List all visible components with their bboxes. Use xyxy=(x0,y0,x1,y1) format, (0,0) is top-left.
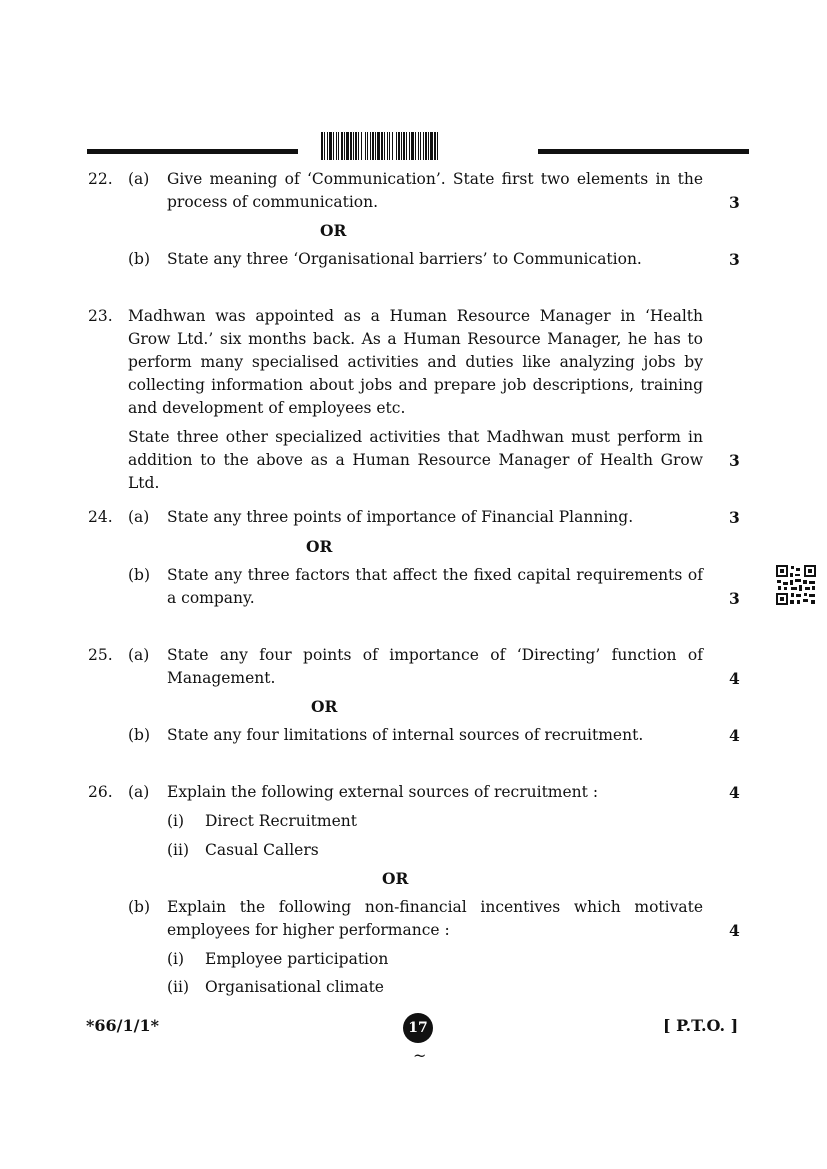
marks: 4 xyxy=(729,921,740,940)
sub-item-label: (i) xyxy=(167,950,185,968)
or-separator: OR xyxy=(306,537,333,556)
question-text: Madhwan was appointed as a Human Resource Manager in ‘Health Grow Ltd.’ six months back. As a Human Resource Manager, he has to perform many specialised activities and duties like analyzing jobs by collecting information about jobs and prepare job descriptions, training and development of employees etc. xyxy=(128,307,703,417)
marks: 3 xyxy=(729,508,740,527)
marks: 4 xyxy=(729,669,740,688)
question-text: State any three factors that affect the fixed capital requirements of a company. xyxy=(167,566,703,607)
sub-item-text: Employee participation xyxy=(205,950,389,968)
question-number: 24. xyxy=(88,508,113,526)
sub-item-text: Direct Recruitment xyxy=(205,812,357,830)
question-text: State any three ‘Organisational barriers’ to Communication. xyxy=(167,250,642,268)
question-number: 26. xyxy=(88,783,113,801)
option-label: (b) xyxy=(128,898,151,916)
question-text: State three other specialized activities that Madhwan must perform in addition to the above as a Human Resource Manager of Health Grow Ltd. xyxy=(128,428,703,492)
marks: 3 xyxy=(729,250,740,269)
sub-item-text: Organisational climate xyxy=(205,978,384,996)
question-text: Explain the following non-financial incentives which motivate employees for higher performance : xyxy=(167,898,703,939)
option-label: (a) xyxy=(128,646,150,664)
barcode-bar xyxy=(438,132,440,160)
marks: 4 xyxy=(729,783,740,802)
sub-item-label: (ii) xyxy=(167,841,190,859)
or-separator: OR xyxy=(382,869,409,888)
question-text: State any four limitations of internal sources of recruitment. xyxy=(167,726,644,744)
barcode-icon xyxy=(321,132,507,160)
option-label: (a) xyxy=(128,170,150,188)
sub-item-label: (i) xyxy=(167,812,185,830)
question-text: State any four points of importance of ‘Directing’ function of Management. xyxy=(167,646,703,687)
or-separator: OR xyxy=(320,221,347,240)
or-separator: OR xyxy=(311,697,338,716)
question-text: State any three points of importance of Financial Planning. xyxy=(167,508,634,526)
page-number xyxy=(403,1013,433,1043)
marks: 4 xyxy=(729,726,740,745)
marks: 3 xyxy=(729,451,740,470)
sub-item-label: (ii) xyxy=(167,978,190,996)
marks: 3 xyxy=(729,589,740,608)
question-text: Explain the following external sources of recruitment : xyxy=(167,783,599,801)
marks: 3 xyxy=(729,193,740,212)
paper-code: *66/1/1* xyxy=(86,1016,159,1035)
question-text: Give meaning of ‘Communication’. State first two elements in the process of communication. xyxy=(167,170,703,211)
question-number: 22. xyxy=(88,170,113,188)
option-label: (b) xyxy=(128,250,151,268)
option-label: (a) xyxy=(128,783,150,801)
qr-code-icon xyxy=(776,565,816,605)
pto-label: [ P.T.O. ] xyxy=(663,1016,739,1035)
option-label: (a) xyxy=(128,508,150,526)
footer-tilde: ~ xyxy=(413,1046,427,1065)
question-number: 23. xyxy=(88,307,113,325)
header-rule-left xyxy=(87,149,298,154)
header-rule-right xyxy=(538,149,749,154)
page-number-text: 17 xyxy=(408,1020,428,1036)
question-number: 25. xyxy=(88,646,113,664)
option-label: (b) xyxy=(128,726,151,744)
sub-item-text: Casual Callers xyxy=(205,841,319,859)
option-label: (b) xyxy=(128,566,151,584)
